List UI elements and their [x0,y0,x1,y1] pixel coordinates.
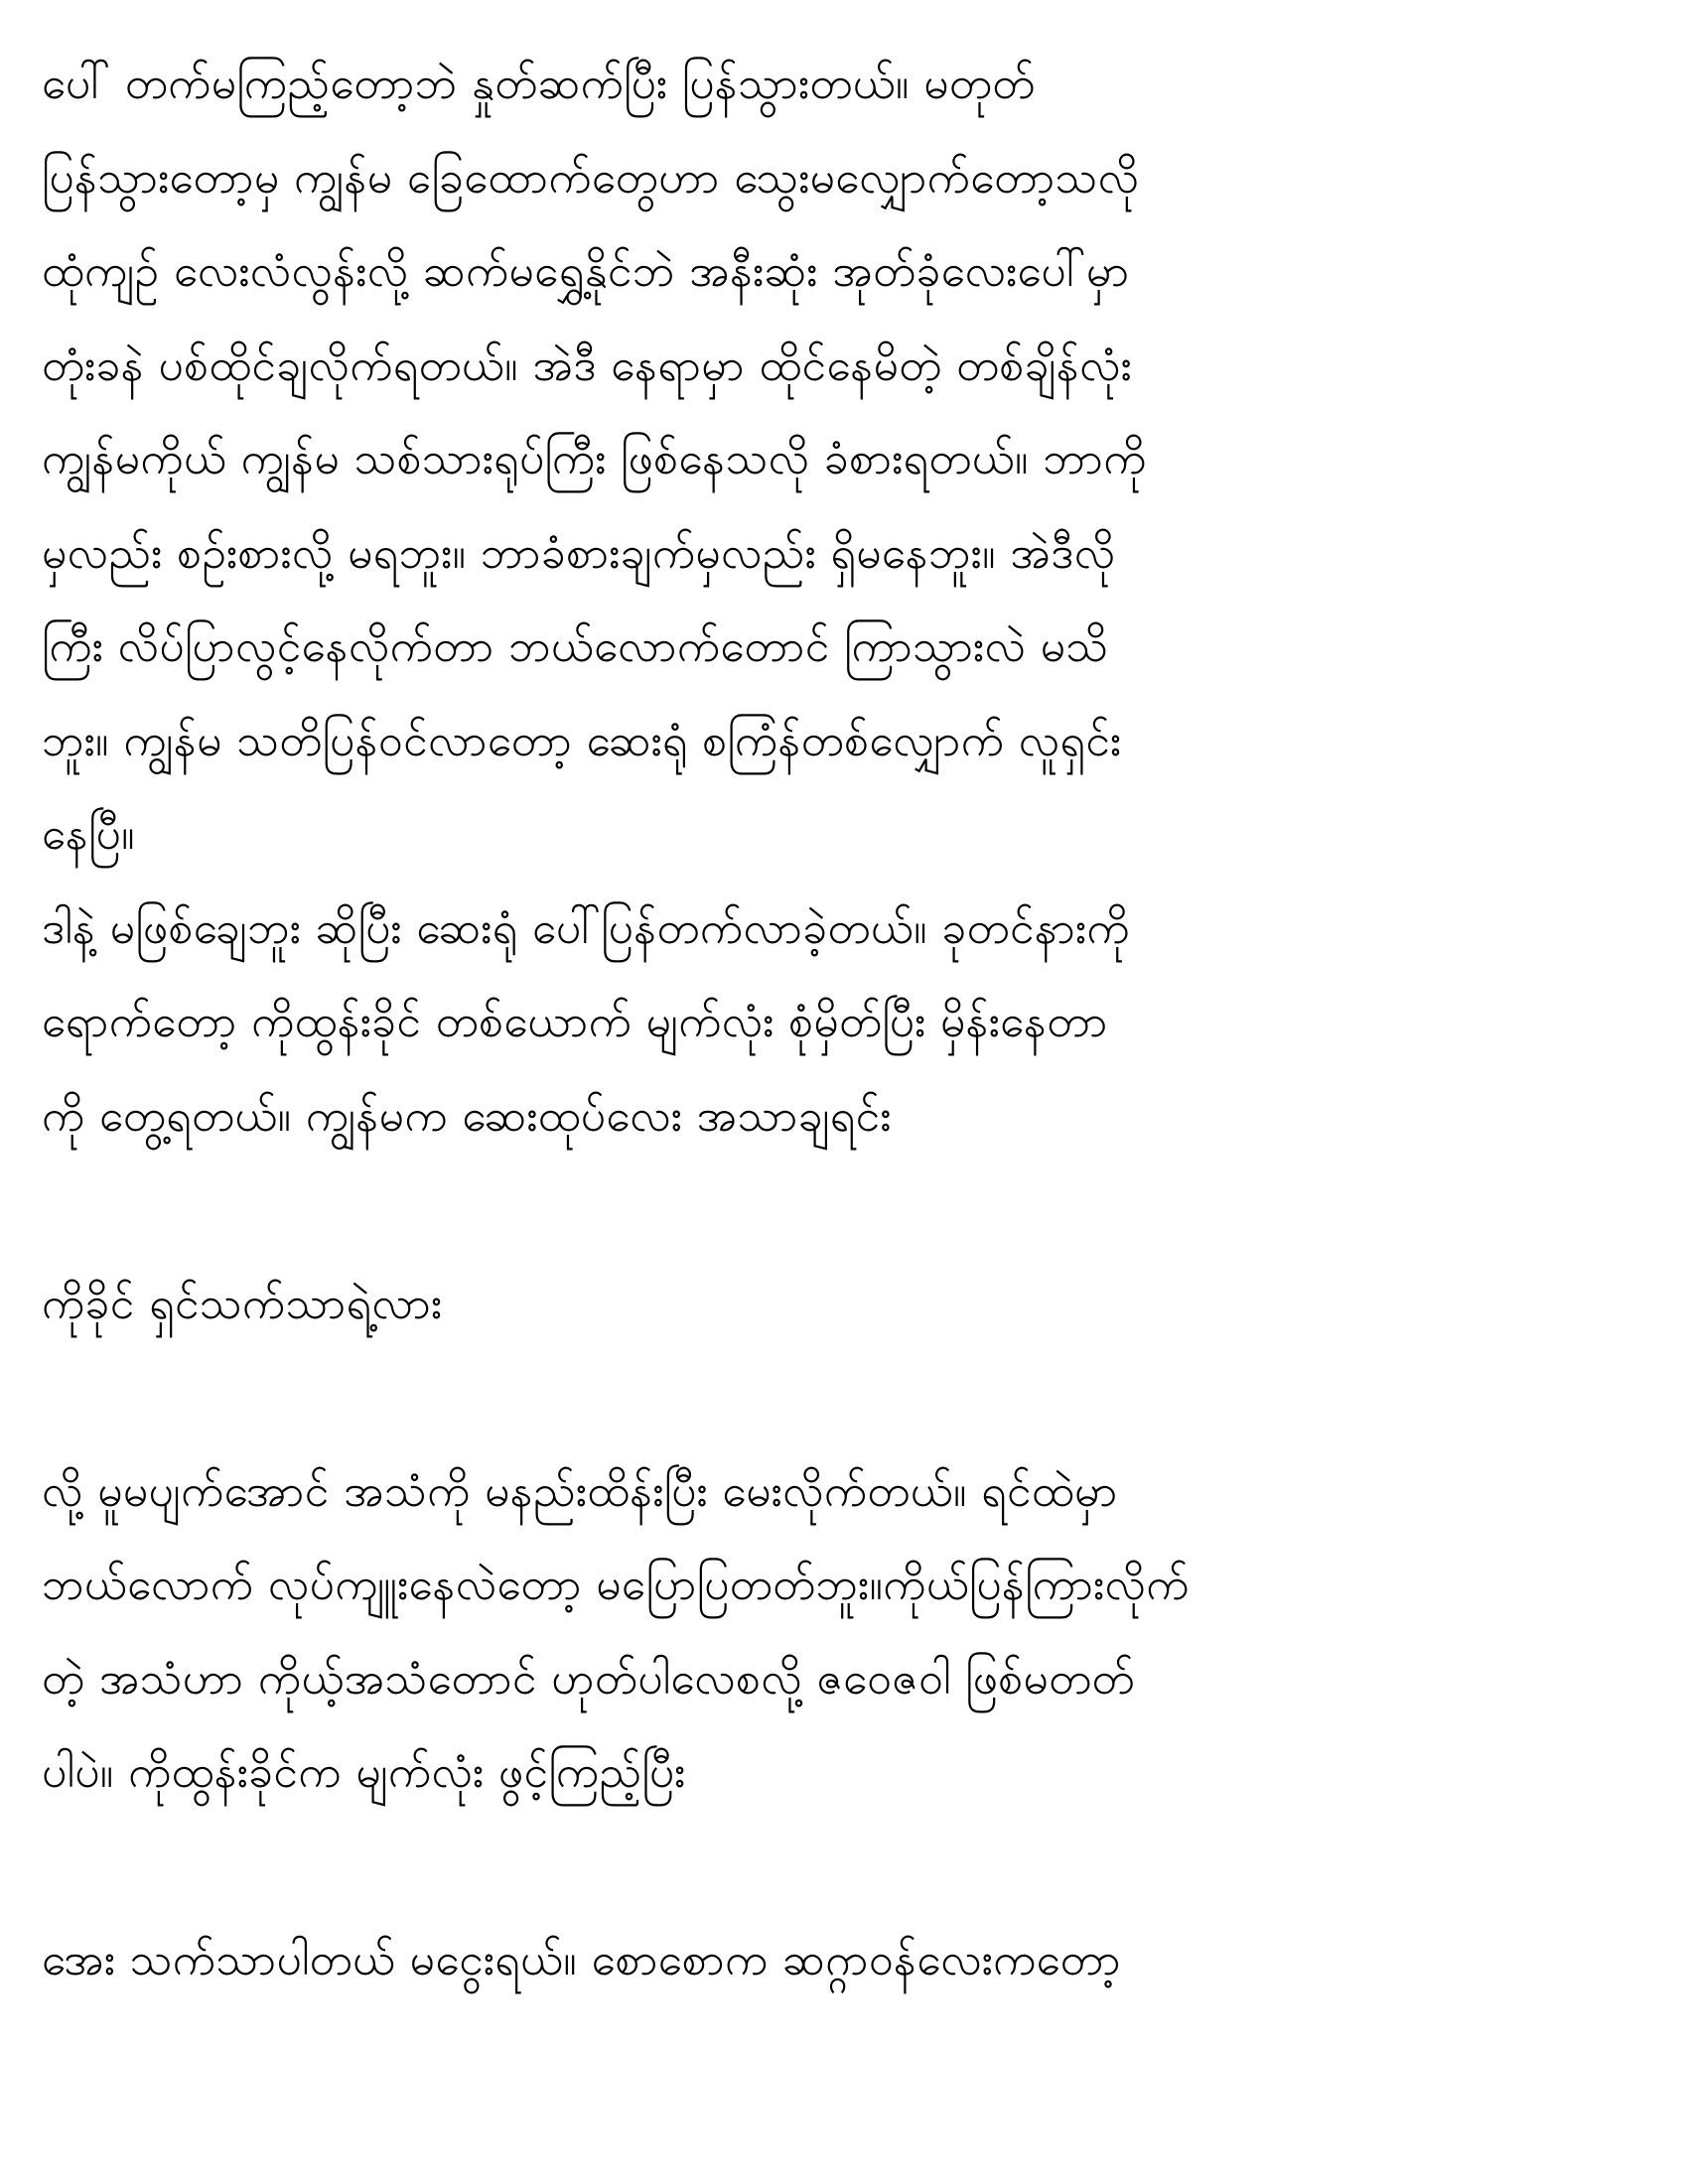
text-line: တုံးခနဲ ပစ်ထိုင်ချလိုက်ရတယ်။ အဲဒီ နေရာမှာ ထိုင်နေမိတဲ့ တစ်ချိန်လုံး [42,340,1133,391]
text-line: လို့ မူမပျက်အောင် အသံကို မနည်းထိန်းပြီး မေးလိုက်တယ်။ ရင်ထဲမှာ [42,1465,1118,1517]
dialogue-line: ကိုခိုင် ရှင်သက်သာရဲ့လား [42,1278,443,1329]
text-line: ရောက်တော့ ကိုထွန်းခိုင် တစ်ယောက် မျက်လုံး စုံမှိတ်ပြီး မှိန်းနေတာ [42,997,1108,1047]
text-line: ကြီး လိပ်ပြာလွင့်နေလိုက်တာ ဘယ်လောက်တောင် ကြာသွားလဲ မသိ [42,621,1109,672]
text-line: ဘူး။ ကျွန်မ သတိပြန်ဝင်လာတော့ ဆေးရုံ စကြံန်တစ်လျှောက် လူရှင်း [42,715,1122,766]
text-line: ပါပဲ။ ကိုထွန်းခိုင်က မျက်လုံး ဖွင့်ကြည့်ပြီး [42,1747,686,1798]
text-line: မှလည်း စဉ်းစားလို့ မရဘူး။ ဘာခံစားချက်မှလည်း ရှိမနေဘူး။ အဲဒီလို [42,527,1116,579]
text-line: ဘယ်လောက် လုပ်ကျူးနေလဲတော့ မပြောပြတတ်ဘူး။ကိုယ်ပြန်ကြားလိုက် [42,1560,1190,1610]
blank-line [42,1163,1640,1258]
text-line: ကျွန်မကိုယ် ကျွန်မ သစ်သားရုပ်ကြီး ဖြစ်နေသလို ခံစားရတယ်။ ဘာကို [42,434,1147,484]
text-line: နေပြီ။ [42,809,135,860]
text-line: ကို တွေ့ရတယ်။ ကျွန်မက ဆေးထုပ်လေး အသာချရင်း [42,1090,892,1142]
dialogue-line: အေး သက်သာပါတယ် မငွေးရယ်။ စောစောက ဆဂ္ဂာဝန်လေးကတော့ [42,1935,1122,1985]
text-line: ပြန်သွားတော့မှ ကျွန်မ ခြေထောက်တွေဟာ သွေးမလျှောက်တော့သလို [42,152,1140,204]
text-line: ပေါ် တက်မကြည့်တော့ဘဲ နှုတ်ဆက်ပြီး ပြန်သွားတယ်။ မတုတ် [42,59,1036,109]
blank-line [42,1351,1640,1445]
text-line: ထုံကျဉ် လေးလံလွန်းလို့ ဆက်မရွှေ့နိုင်ဘဲ အနီးဆုံး အုတ်ခုံလေးပေါ်မှာ [42,246,1130,297]
blank-line [42,1821,1640,1915]
text-line: တဲ့ အသံဟာ ကိုယ့်အသံတောင် ဟုတ်ပါလေစလို့ ဇဝေဇဝါ ဖြစ်မတတ် [42,1653,1135,1705]
text-line: ဒါနဲ့ မဖြစ်ချေဘူး ဆိုပြီး ဆေးရုံ ပေါ်ပြန်တက်လာခဲ့တယ်။ ခုတင်နားကို [42,902,1130,954]
